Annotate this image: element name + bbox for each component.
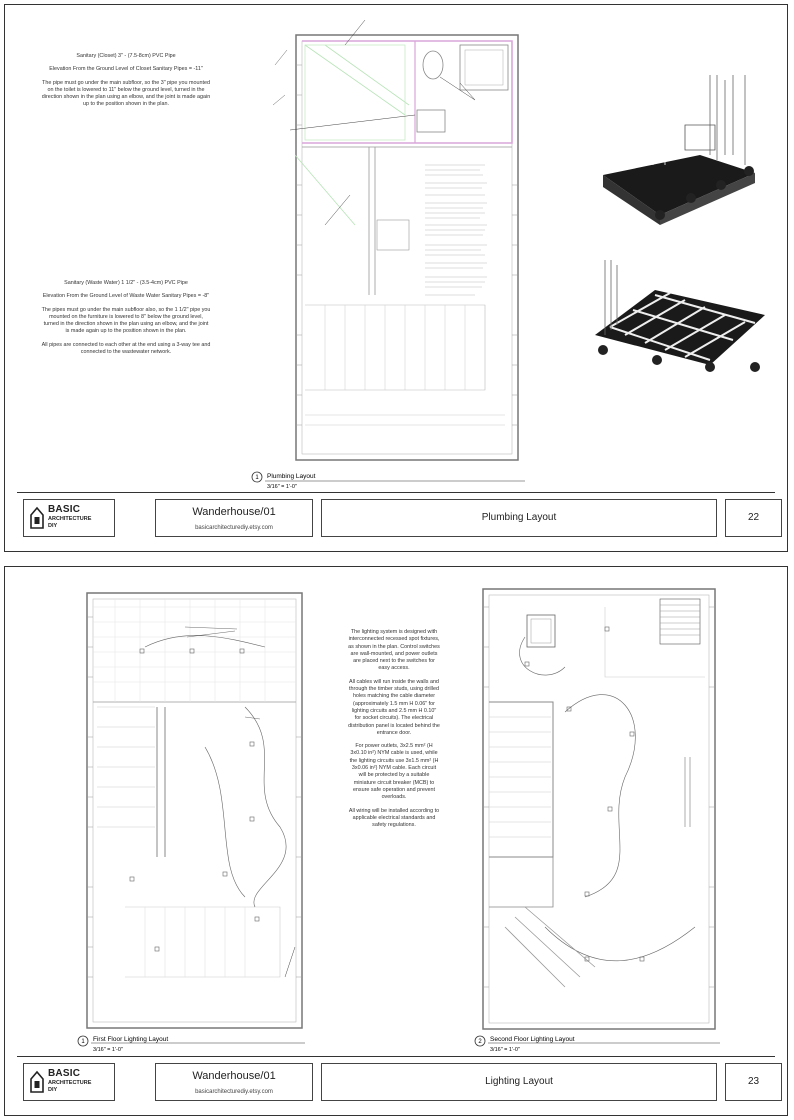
note-cables: All cables will run inside the walls and through the timber studs, using drilled holes matching the cable diameter (approximately 1.5 mm H 0.06" for lighting circuits and 2.5 mm H 0.10" for socket circuits). The electrical distribution panel is located behind the entrance door. — [348, 678, 440, 736]
lighting-caption1-title: First Floor Lighting Layout — [93, 1036, 169, 1043]
project-name: Wanderhouse/01 — [192, 1070, 276, 1082]
sheet-title: Lighting Layout — [485, 1076, 553, 1087]
note-closet-elevation: Elevation From the Ground Level of Closet Sanitary Pipes = -11" — [49, 66, 203, 73]
note-network: All pipes are connected to each other at the end using a 3-way tee and connected to the wastewater network. — [41, 341, 211, 356]
project-info — [155, 499, 313, 537]
sheet-name-box — [321, 499, 717, 537]
plumbing-plan-drawing — [5, 5, 786, 551]
sheet-title: Plumbing Layout — [481, 512, 557, 523]
3d-model-bottom — [595, 260, 765, 372]
first-floor-plan — [87, 593, 302, 1028]
lighting-sheet — [4, 566, 788, 1116]
lighting-notes — [348, 629, 440, 835]
sheet-number: 22 — [747, 512, 760, 523]
second-floor-plan — [483, 589, 715, 1029]
note-standards: All wiring will be installed according to applicable electrical standards and safety regulations. — [348, 807, 440, 829]
house-icon — [30, 1069, 44, 1093]
project-url: basicarchitecturediy.etsy.com — [195, 525, 273, 531]
brand-sub: ARCHITECTURE DIY — [48, 516, 92, 529]
note-waste-pipe: Sanitary (Waste Water) 1 1/2" - (3.5-4cm) PVC Pipe — [64, 280, 188, 286]
brand-word: BASIC — [48, 504, 81, 515]
lighting-caption2-number: 2 — [478, 1039, 482, 1045]
plumbing-sheet — [4, 4, 788, 552]
note-lighting-system: The lighting system is designed with interconnected recessed spot fixtures, as shown in the plan. Control switches are wall-mounted, and power outlets are placed next to the switches for easy access. — [348, 629, 440, 672]
plumbing-title-block — [17, 492, 775, 541]
plumbing-caption-scale: 3/16" = 1'-0" — [267, 484, 297, 490]
brand-logo — [23, 499, 115, 537]
note-waste-elevation: Elevation From the Ground Level of Waste Water Sanitary Pipes = -8" — [42, 293, 210, 300]
brand-logo — [23, 1063, 115, 1101]
note-waste-description: The pipes must go under the main subfloor also, so the 1 1/2" pipe you mounted on the furniture is lowered to 8" below the ground level, turned in the direction shown in the plan using an elbow, and the joint is made again up to the position shown in the plan. — [41, 306, 211, 335]
sheet-number-box — [725, 1063, 782, 1101]
plumbing-caption-number: 1 — [255, 475, 259, 481]
brand-sub: ARCHITECTURE DIY — [48, 1080, 92, 1093]
lighting-caption1-scale: 3/16" = 1'-0" — [93, 1047, 123, 1053]
sheet-name-box — [321, 1063, 717, 1101]
sheet-number-box — [725, 499, 782, 537]
lighting-caption2-title: Second Floor Lighting Layout — [490, 1036, 575, 1043]
project-url: basicarchitecturediy.etsy.com — [195, 1089, 273, 1095]
lighting-caption1-number: 1 — [81, 1039, 85, 1045]
note-power-outlets: For power outlets, 3x2.5 mm² (H 3x0.10 in²) NYM cable is used, while the lighting circuits use 3x1.5 mm² (H 3x0.06 in²) NYM cable. Each circuit will be protected by a suitable miniature circuit breaker (MCB) to ensure safe operation and prevent overloads. — [349, 743, 439, 801]
3d-model-top — [603, 75, 755, 225]
project-info — [155, 1063, 313, 1101]
brand-word: BASIC — [48, 1068, 81, 1079]
plumbing-caption-title: Plumbing Layout — [267, 473, 316, 480]
house-icon — [30, 505, 44, 529]
lighting-caption2-scale: 3/16" = 1'-0" — [490, 1047, 520, 1053]
project-name: Wanderhouse/01 — [192, 506, 276, 518]
lighting-title-block — [17, 1056, 775, 1105]
note-closet-description: The pipe must go under the main subfloor, so the 3" pipe you mounted on the toilet is lowered to 11" below the ground level, turned in the direction shown in the plan using an elbow, and the joint is made again up to the position shown in the plan. — [41, 79, 211, 108]
sheet-number: 23 — [747, 1076, 760, 1087]
note-closet-pipe: Sanitary (Closet) 3" - (7.5-8cm) PVC Pipe — [76, 53, 176, 59]
